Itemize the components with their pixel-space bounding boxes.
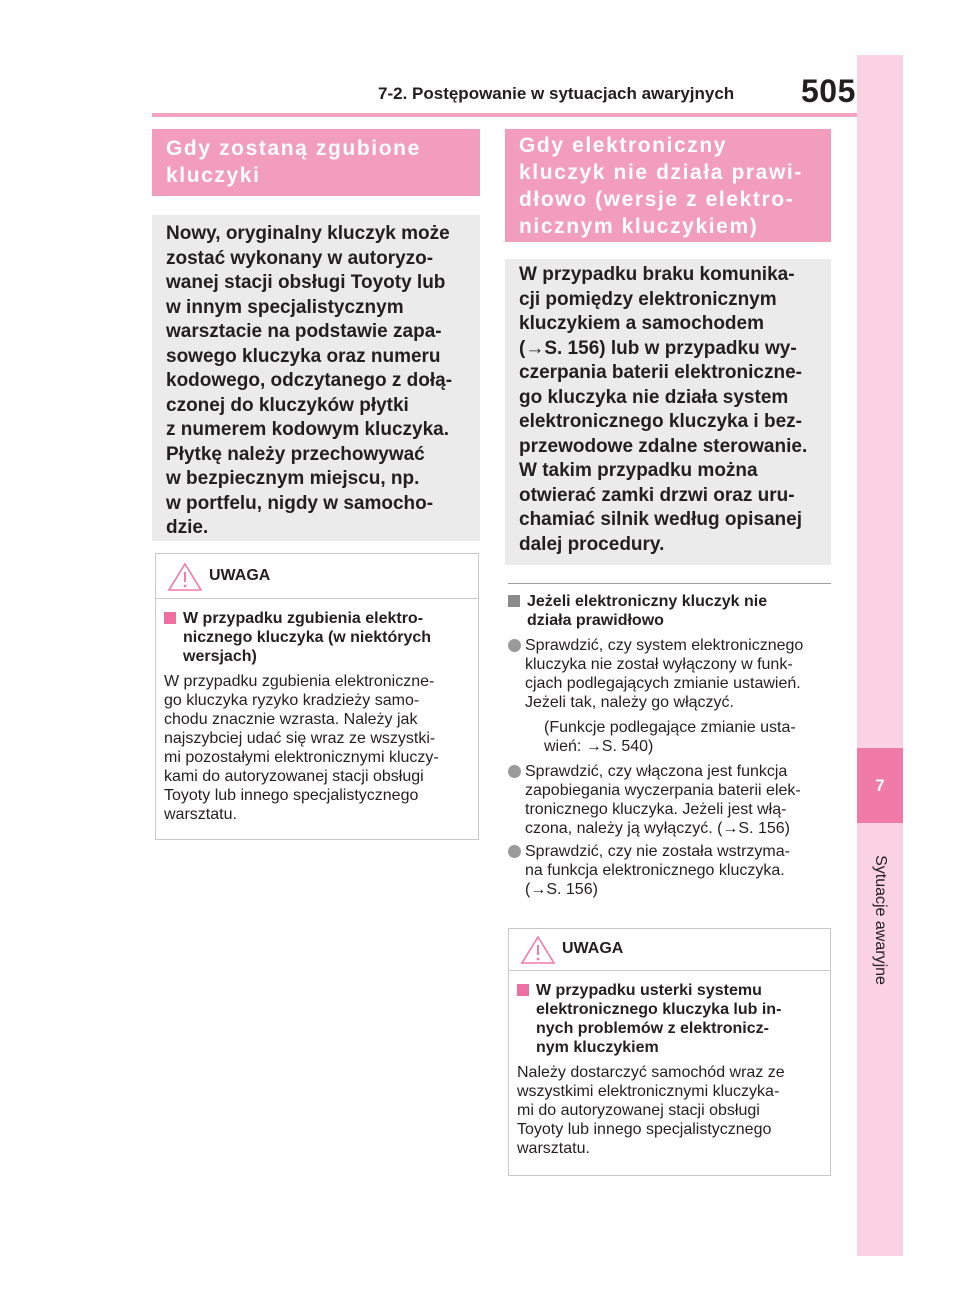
warning-header — [156, 554, 478, 599]
warning-text-line: Należy dostarczyć samochód wraz ze — [517, 1064, 785, 1081]
warning-body — [509, 971, 830, 1158]
info-line: kodowego, odczytanego z dołą- — [166, 370, 453, 391]
info-line: sowego kluczyka oraz numeru — [166, 345, 441, 367]
warning-text-line: warsztatu. — [164, 806, 237, 823]
warning-text-line: mi pozostałymi elektronicznymi kluczy- — [164, 749, 439, 766]
info-line: w portfelu, nigdy w samocho- — [166, 492, 434, 514]
key-malfunction-heading — [505, 129, 831, 242]
warning-title-line: nych problemów z elektronicz- — [536, 1020, 769, 1037]
warning-triangle-icon — [167, 562, 203, 592]
list-item-note-line: wień: →S. 540) — [544, 738, 654, 755]
warning-label: UWAGA — [209, 567, 271, 584]
warning-body — [156, 599, 478, 824]
list-item-line: tronicznego kluczyka. Jeżeli jest włą- — [525, 801, 787, 818]
info-line: otwierać zamki drzwi oraz uru- — [519, 484, 795, 506]
circle-bullet-icon — [508, 639, 521, 652]
warning-text-line: najszybciej udać się wraz ze wszystki- — [164, 730, 436, 747]
warning-title — [164, 609, 470, 666]
info-line: zostać wykonany w autoryzo- — [166, 247, 434, 269]
chapter-number: 7 — [857, 748, 903, 823]
info-line: w bezpiecznym miejscu, np. — [166, 468, 420, 489]
section-heading — [508, 592, 828, 630]
info-line: w innym specjalistycznym — [166, 296, 404, 318]
info-line: W takim przypadku można — [519, 460, 758, 481]
warning-box-key-malfunction — [508, 928, 831, 1176]
warning-box-lost-key — [155, 553, 479, 840]
warning-label: UWAGA — [562, 940, 624, 957]
list-item-line: na funkcja elektronicznego kluczyka. — [525, 862, 785, 879]
warning-text-line: kami do autoryzowanej stacji obsługi — [164, 768, 424, 785]
list-item-line: Sprawdzić, czy system elektronicznego — [525, 637, 804, 654]
chapter-label: Sytuacje awaryjne — [872, 855, 889, 985]
warning-title-line: nicznego kluczyka (w niektórych — [183, 629, 432, 646]
warning-title-line: elektronicznego kluczyka lub in- — [536, 1001, 782, 1018]
list-item — [508, 762, 833, 838]
page-number: 505 — [801, 73, 856, 109]
heading-line: kluczyk nie działa prawi- — [519, 161, 803, 184]
info-line: wanej stacji obsługi Toyoty lub — [166, 272, 446, 293]
warning-text-line: warsztatu. — [517, 1140, 590, 1157]
list-item-line: (→S. 156) — [525, 881, 598, 898]
list-item-note — [525, 718, 833, 756]
warning-title — [517, 981, 822, 1057]
warning-title-line: W przypadku zgubienia elektro- — [183, 610, 424, 627]
warning-title-line: nym kluczykiem — [536, 1039, 659, 1056]
list-item — [508, 842, 833, 899]
pink-square-bullet-icon — [517, 984, 529, 996]
list-item — [508, 636, 833, 756]
warning-text-line: Toyoty lub innego specjalistycznego — [164, 787, 419, 804]
warning-text-line: go kluczyka ryzyko kradzieży samo- — [164, 692, 420, 709]
running-header: 7-2. Postępowanie w sytuacjach awaryjnych — [378, 84, 735, 103]
list-item-line: Sprawdzić, czy nie została wstrzyma- — [525, 843, 790, 860]
info-line: Płytkę należy przechowywać — [166, 443, 425, 465]
warning-header — [509, 929, 830, 971]
info-line: dzie. — [166, 517, 209, 538]
circle-bullet-icon — [508, 765, 521, 778]
info-line: przewodowe zdalne sterowanie. — [519, 435, 808, 457]
info-line: elektronicznego kluczyka i bez- — [519, 411, 802, 432]
info-line: (→S. 156) lub w przypadku wy- — [519, 337, 797, 359]
info-line: go kluczyka nie działa system — [519, 386, 789, 408]
warning-text-line: chodu znacznie wzrasta. Należy jak — [164, 711, 418, 728]
warning-triangle-icon — [520, 935, 556, 965]
header-rule — [152, 113, 857, 117]
list-item-line: zapobiegania wyczerpania baterii elek- — [525, 782, 801, 799]
warning-text-line: wszystkimi elektronicznymi kluczyka- — [517, 1083, 780, 1100]
pink-square-bullet-icon — [164, 612, 176, 624]
heading-line: kluczyki — [166, 163, 261, 187]
warning-title-line: wersjach) — [183, 648, 257, 665]
check-list — [508, 636, 833, 903]
lost-keys-heading — [152, 129, 480, 196]
warning-title-line: W przypadku usterki systemu — [536, 982, 762, 999]
heading-line: Gdy zostaną zgubione — [166, 137, 421, 160]
info-line: cji pomiędzy elektronicznym — [519, 288, 777, 310]
info-line: warsztacie na podstawie zapa- — [166, 321, 442, 342]
gray-square-bullet-icon — [508, 595, 520, 607]
info-line: dalej procedury. — [519, 533, 665, 555]
section-heading-line: Jeżeli elektroniczny kluczyk nie — [527, 593, 768, 610]
list-item-note-line: (Funkcje podlegające zmianie usta- — [544, 719, 796, 736]
lost-keys-info-box — [152, 215, 480, 541]
circle-bullet-icon — [508, 845, 521, 858]
heading-line: nicznym kluczykiem) — [519, 215, 759, 238]
key-malfunction-info-box — [505, 259, 831, 565]
list-item-line: Sprawdzić, czy włączona jest funkcja — [525, 763, 788, 780]
info-line: czonej do kluczyków płytki — [166, 394, 409, 416]
info-line: kluczykiem a samochodem — [519, 313, 764, 334]
warning-text-line: Toyoty lub innego specjalistycznego — [517, 1121, 772, 1138]
info-line: czerpania baterii elektroniczne- — [519, 362, 802, 383]
list-item-line: kluczyka nie został wyłączony w funk- — [525, 656, 793, 673]
chapter-side-tab — [857, 55, 903, 1256]
section-divider — [508, 583, 831, 584]
warning-text-line: W przypadku zgubienia elektroniczne- — [164, 673, 435, 690]
info-line: W przypadku braku komunika- — [519, 264, 795, 285]
info-line: chamiać silnik według opisanej — [519, 509, 802, 530]
list-item-line: Jeżeli tak, należy go włączyć. — [525, 694, 734, 711]
warning-text-line: mi do autoryzowanej stacji obsługi — [517, 1102, 760, 1119]
section-heading-line: działa prawidłowo — [527, 612, 664, 629]
list-item-line: czona, należy ją wyłączyć. (→S. 156) — [525, 820, 790, 837]
heading-line: Gdy elektroniczny — [519, 134, 728, 157]
heading-line: dłowo (wersje z elektro- — [519, 188, 795, 211]
list-item-line: cjach podlegających zmianie ustawień. — [525, 675, 801, 692]
info-line: Nowy, oryginalny kluczyk może — [166, 223, 450, 244]
info-line: z numerem kodowym kluczyka. — [166, 419, 449, 440]
